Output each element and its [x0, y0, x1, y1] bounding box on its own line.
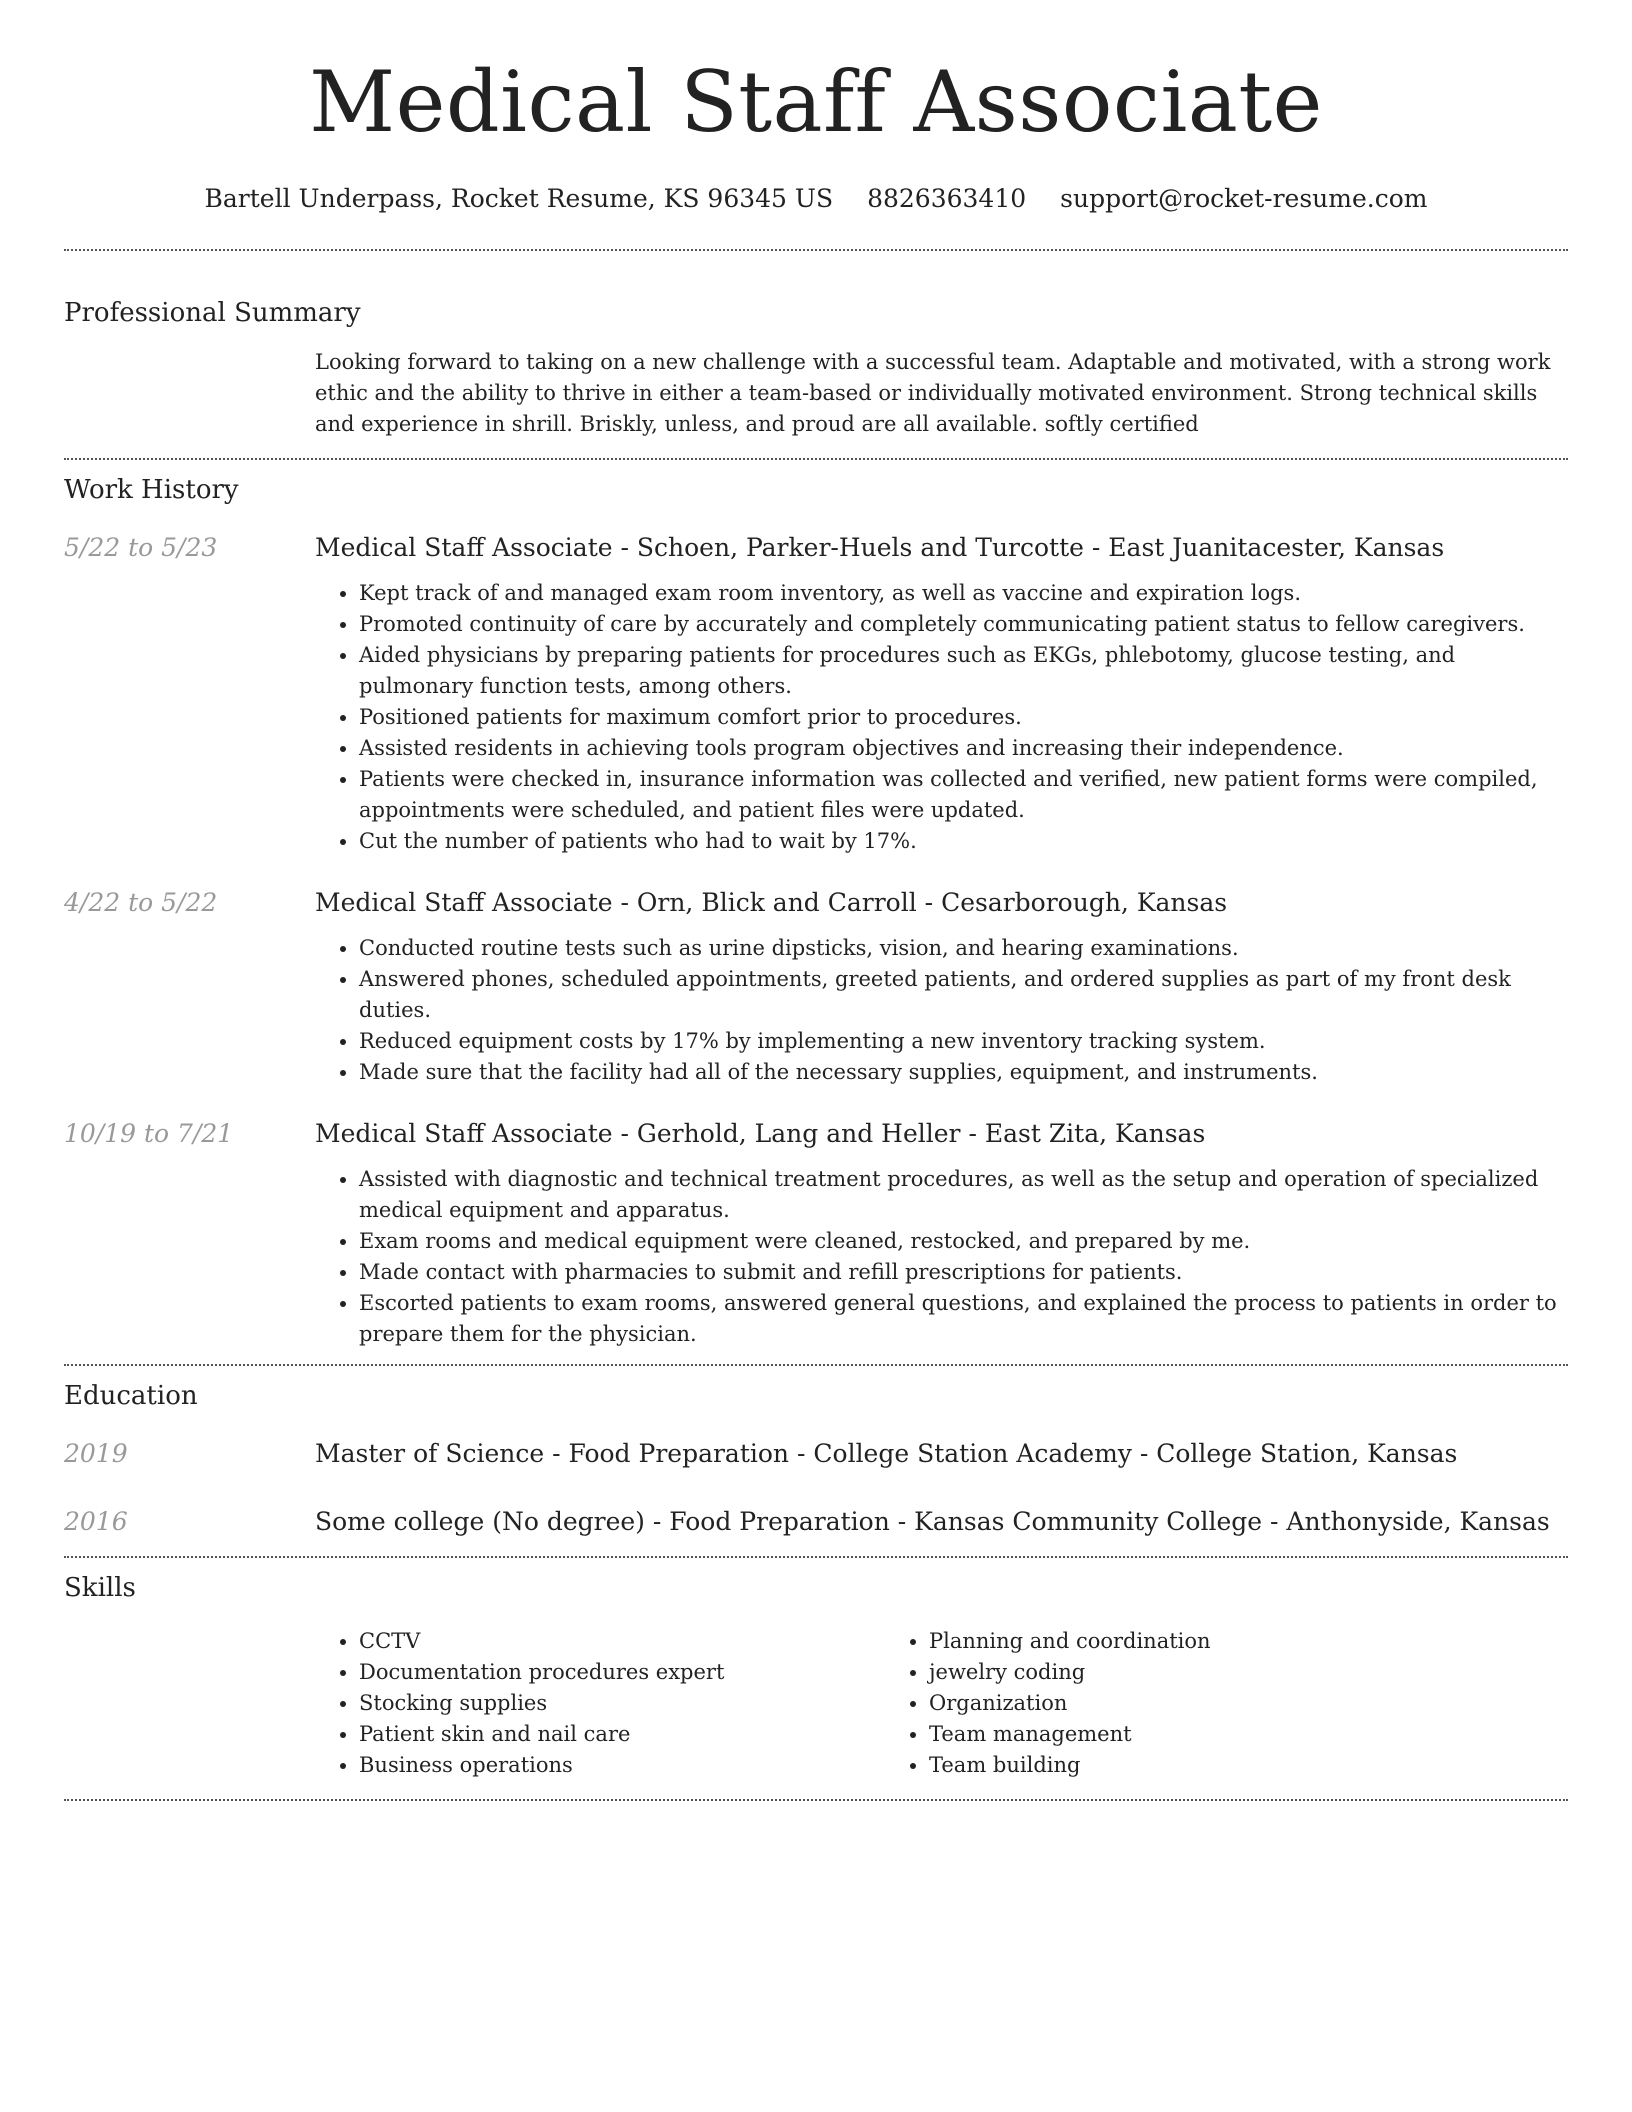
skill-item: • Documentation procedures expert: [359, 1657, 885, 1688]
skills-heading: Skills: [64, 1573, 136, 1603]
job-role: Medical Staff Associate: [315, 1119, 613, 1148]
job-bullet: • Aided physicians by preparing patients for procedures such as EKGs, phlebotomy, glucose testing, and pulmonary function tests, among others.: [359, 640, 1568, 702]
education-details: - College Station Academy - College Station, Kansas: [789, 1439, 1458, 1468]
job-bullet: • Promoted continuity of care by accurately and completely communicating patient status to fellow caregivers.: [359, 609, 1568, 640]
skills-list-right: [885, 1626, 1455, 1781]
job-bullet: • Made sure that the facility had all of the necessary supplies, equipment, and instruments.: [359, 1057, 1568, 1088]
job-entry: [64, 1116, 1568, 1350]
job-bullet: • Assisted with diagnostic and technical treatment procedures, as well as the setup and operation of specialized medical equipment and apparatus.: [359, 1164, 1568, 1226]
job-role: Medical Staff Associate: [315, 533, 613, 562]
resume-title: Medical Staff Associate: [309, 53, 1323, 151]
skills-columns: [315, 1626, 1568, 1781]
job-details: - Orn, Blick and Carroll - Cesarborough, Kansas: [612, 888, 1228, 917]
skills-section: [0, 1558, 1632, 1781]
job-heading: [315, 885, 1568, 921]
job-role: Medical Staff Associate: [315, 888, 613, 917]
job-bullet: • Escorted patients to exam rooms, answered general questions, and explained the process to patients in order to prepare them for the physician.: [359, 1288, 1568, 1350]
skill-item: • Stocking supplies: [359, 1688, 885, 1719]
job-bullet: • Positioned patients for maximum comfort prior to procedures.: [359, 702, 1568, 733]
summary-section: [0, 251, 1632, 440]
contact-address: Bartell Underpass, Rocket Resume, KS 96345 US: [204, 184, 834, 213]
education-heading-line: [315, 1436, 1457, 1472]
job-bullet: • Made contact with pharmacies to submit and refill prescriptions for patients.: [359, 1257, 1568, 1288]
education-section: [0, 1366, 1632, 1540]
skill-item: • Organization: [929, 1688, 1455, 1719]
education-entry: [64, 1436, 1568, 1472]
education-details: - Kansas Community College - Anthonyside, Kansas: [889, 1507, 1550, 1536]
job-date: 5/22 to 5/23: [64, 533, 218, 562]
job-entry: [64, 885, 1568, 1088]
skill-item: • Team management: [929, 1719, 1455, 1750]
skills-list-left: [315, 1626, 885, 1781]
job-bullet: • Answered phones, scheduled appointments, greeted patients, and ordered supplies as part of my front desk duties.: [359, 964, 1568, 1026]
job-bullets: [315, 933, 1568, 1088]
job-bullets: [315, 1164, 1568, 1350]
education-heading: Education: [64, 1381, 198, 1411]
job-bullet: • Kept track of and managed exam room inventory, as well as vaccine and expiration logs.: [359, 578, 1568, 609]
job-bullet: • Exam rooms and medical equipment were cleaned, restocked, and prepared by me.: [359, 1226, 1568, 1257]
job-details: - Schoen, Parker-Huels and Turcotte - East Juanitacester, Kansas: [612, 533, 1445, 562]
education-year: 2019: [64, 1439, 128, 1468]
job-bullets: [315, 578, 1568, 857]
job-heading: [315, 1116, 1568, 1152]
job-bullet: • Assisted residents in achieving tools program objectives and increasing their independence.: [359, 733, 1568, 764]
job-heading: [315, 530, 1568, 566]
education-degree: Master of Science - Food Preparation: [315, 1439, 790, 1468]
divider: [64, 1799, 1568, 1801]
summary-heading: Professional Summary: [64, 298, 361, 328]
skill-item: • Team building: [929, 1750, 1455, 1781]
job-bullet: • Cut the number of patients who had to wait by 17%.: [359, 826, 1568, 857]
skill-item: • CCTV: [359, 1626, 885, 1657]
job-bullet: • Patients were checked in, insurance information was collected and verified, new patient forms were compiled, appointments were scheduled, and patient files were updated.: [359, 764, 1568, 826]
job-date: 10/19 to 7/21: [64, 1119, 234, 1148]
job-date: 4/22 to 5/22: [64, 888, 218, 917]
skill-item: • Business operations: [359, 1750, 885, 1781]
education-entry: [64, 1504, 1568, 1540]
skill-item: • Planning and coordination: [929, 1626, 1455, 1657]
job-content: [315, 885, 1568, 1088]
education-degree: Some college (No degree) - Food Preparation: [315, 1507, 890, 1536]
contact-email: support@rocket-resume.com: [1060, 184, 1428, 213]
skill-item: • Patient skin and nail care: [359, 1719, 885, 1750]
job-bullet: • Reduced equipment costs by 17% by implementing a new inventory tracking system.: [359, 1026, 1568, 1057]
job-entry: [64, 530, 1568, 857]
summary-text: Looking forward to taking on a new challenge with a successful team. Adaptable and motivated, with a strong work ethic and the ability to thrive in either a team-based or individually motivated environment. Strong technical skills and experience in shrill. Briskly, unless, and proud are all available. softly certified: [315, 350, 1551, 436]
education-year: 2016: [64, 1507, 128, 1536]
education-heading-line: [315, 1504, 1550, 1540]
work-section: [0, 460, 1632, 1350]
job-content: [315, 530, 1568, 857]
work-heading: Work History: [64, 475, 239, 505]
contact-phone: 8826363410: [867, 184, 1027, 213]
job-details: - Gerhold, Lang and Heller - East Zita, Kansas: [612, 1119, 1206, 1148]
job-content: [315, 1116, 1568, 1350]
skill-item: • jewelry coding: [929, 1657, 1455, 1688]
contact-line: [0, 182, 1632, 216]
job-bullet: • Conducted routine tests such as urine dipsticks, vision, and hearing examinations.: [359, 933, 1568, 964]
